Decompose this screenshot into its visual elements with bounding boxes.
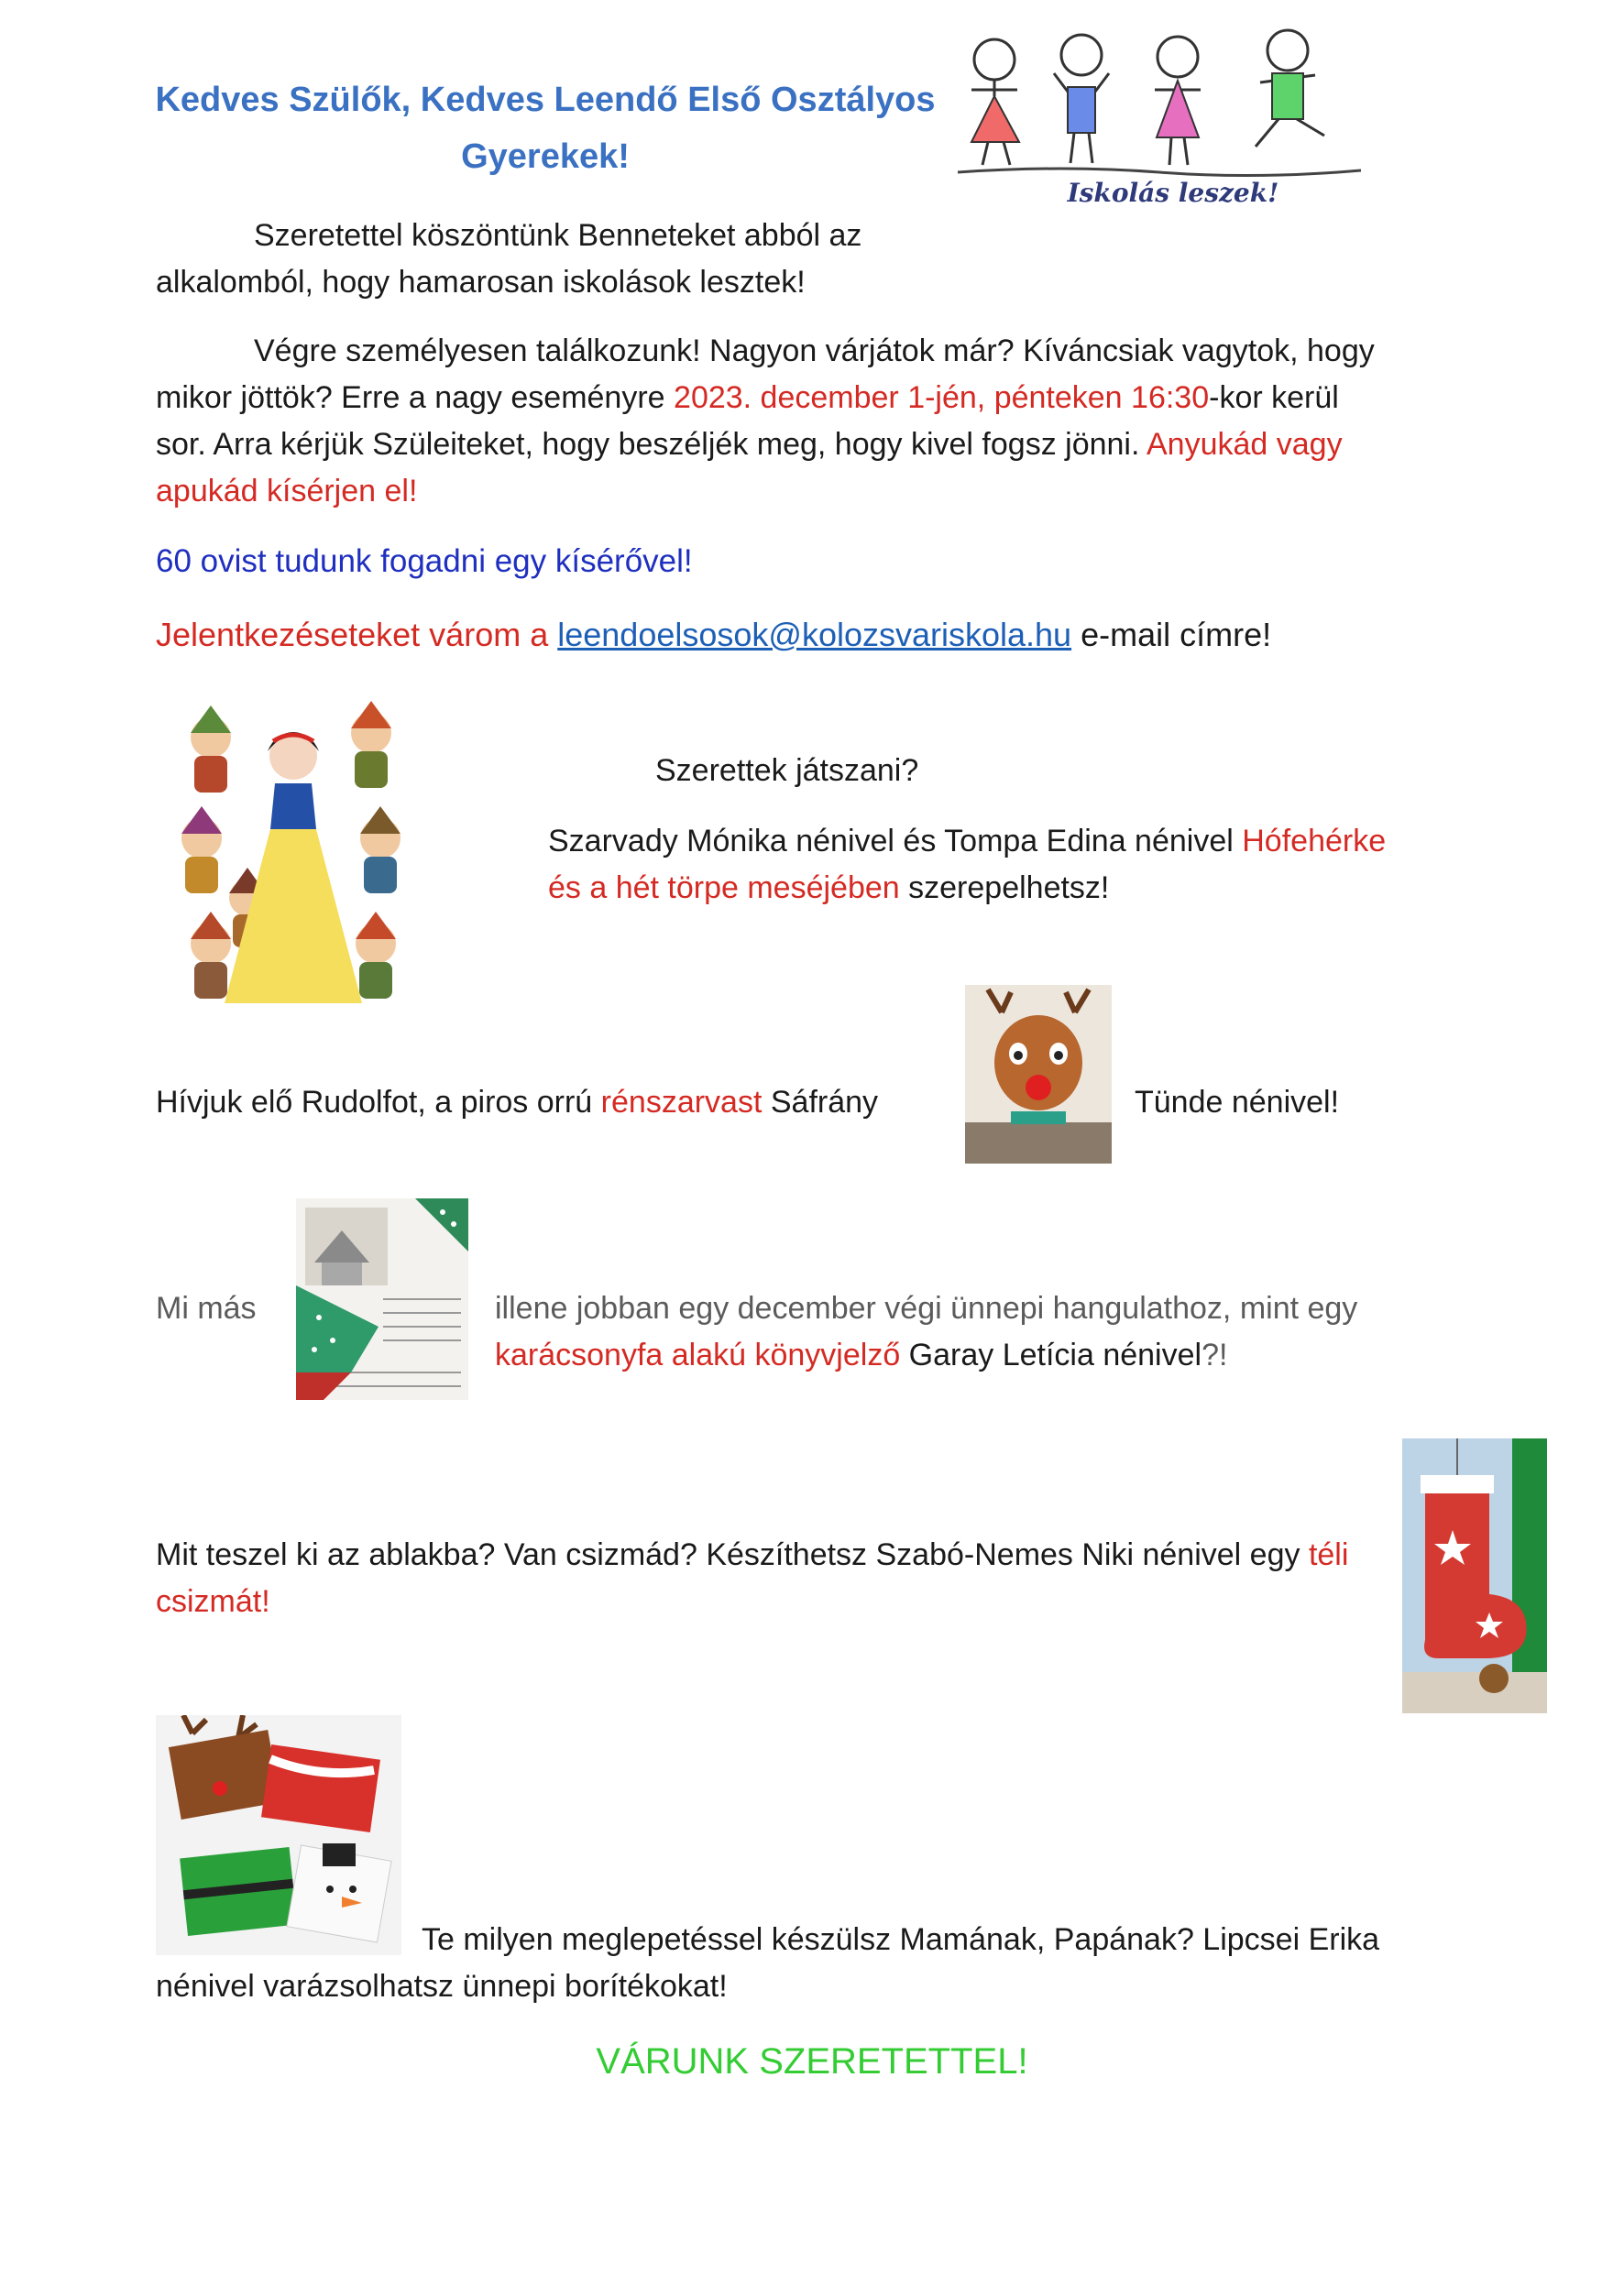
envelope-craft-image [156, 1715, 401, 1955]
event-text: sor. Arra kérjük Szüleiteket, hogy beszéljék meg, hogy kivel fogsz jönni. [156, 427, 1147, 462]
event-line-4: apukád kísérjen el! [156, 474, 418, 508]
rudolf-teacher: Sáfrány [762, 1085, 879, 1120]
event-text: mikor jöttök? Erre a nagy eseményre [156, 380, 675, 415]
boot-line-1 [156, 1532, 1348, 1579]
play-question: Szerettek játszani? [655, 753, 919, 788]
boot-craft: téli [1308, 1537, 1349, 1572]
reindeer-craft-image [965, 985, 1112, 1164]
event-line-2 [156, 375, 1339, 421]
boot-line-2: csizmát! [156, 1584, 270, 1619]
illustration-caption: Iskolás leszek! [1067, 178, 1279, 208]
registration-suffix: e-mail címre! [1071, 616, 1272, 653]
envelope-line-1: Te milyen meglepetéssel készülsz Mamának, Papának? Lipcsei Erika [422, 1922, 1380, 1957]
play-story-cont: és a hét törpe meséjében [548, 870, 900, 905]
title-line-2: Gyerekek! [461, 137, 630, 176]
title-line-1: Kedves Szülők, Kedves Leendő Első Osztályos [155, 81, 936, 119]
bookmark-line-1: illene jobban egy december végi ünnepi hangulathoz, mint egy [495, 1291, 1358, 1326]
rudolf-reindeer: rénszarvast [600, 1085, 763, 1120]
bookmark-punct: ?! [1202, 1338, 1228, 1372]
intro-line-1: Szeretettel köszöntünk Benneteket abból az [254, 218, 862, 253]
play-line-1 [548, 818, 1386, 865]
boot-craft-image [1402, 1438, 1547, 1713]
play-story: Hófehérke [1242, 824, 1387, 858]
email-link[interactable]: leendoelsosok@kolozsvariskola.hu [557, 616, 1072, 653]
registration-line [156, 611, 1271, 658]
parent-note: Anyukád vagy [1147, 427, 1343, 462]
event-text-tail: -kor kerül [1209, 380, 1339, 415]
capacity-note: 60 ovist tudunk fogadni egy kísérővel! [156, 543, 693, 579]
rudolf-line [156, 1079, 878, 1126]
rudolf-line-end: Tünde nénivel! [1135, 1085, 1340, 1120]
envelope-line-2: nénivel varázsolhatsz ünnepi borítékokat! [156, 1969, 728, 2004]
event-line-3 [156, 421, 1343, 468]
bookmark-craft-image [296, 1198, 468, 1400]
event-date: 2023. december 1-jén, pénteken 16:30 [674, 380, 1210, 415]
closing-message: VÁRUNK SZERETETTEL! [596, 2041, 1028, 2082]
event-line-1: Végre személyesen találkozunk! Nagyon várjátok már? Kíváncsiak vagytok, hogy [254, 333, 1375, 368]
bookmark-teacher: Garay Letícia nénivel [900, 1338, 1202, 1372]
bookmark-lead: Mi más [156, 1291, 257, 1326]
rudolf-text: Hívjuk elő Rudolfot, a piros orrú [156, 1085, 601, 1120]
page-title [147, 71, 944, 185]
boot-text: Mit teszel ki az ablakba? Van csizmád? Készíthetsz Szabó-Nemes Niki nénivel egy [156, 1537, 1309, 1572]
bookmark-craft: karácsonyfa alakú könyvjelző [495, 1338, 901, 1372]
play-text: Szarvady Mónika nénivel és Tompa Edina nénivel [548, 824, 1243, 858]
snow-white-illustration [174, 701, 412, 1022]
kids-illustration [953, 18, 1366, 234]
play-line-2 [548, 865, 1109, 912]
bookmark-line-2 [495, 1332, 1227, 1379]
play-text-tail: szerepelhetsz! [899, 870, 1110, 905]
registration-prefix: Jelentkezéseteket várom a [156, 616, 558, 653]
intro-line-2: alkalomból, hogy hamarosan iskolások lesztek! [156, 265, 806, 300]
